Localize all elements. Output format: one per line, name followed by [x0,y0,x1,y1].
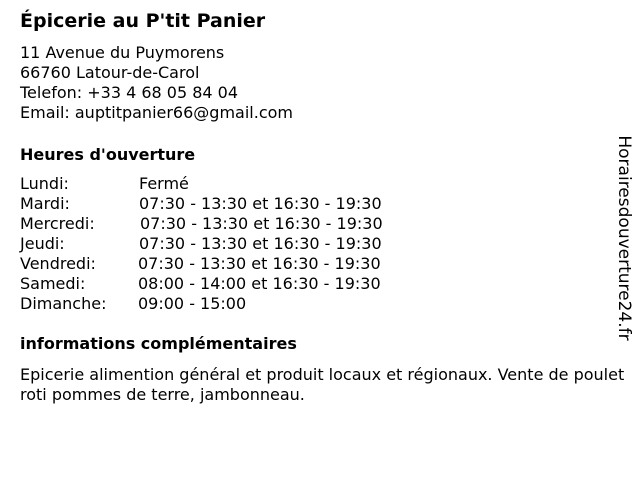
address-street: 11 Avenue du Puymorens [20,43,225,62]
day-hours: 07:30 - 13:30 et 16:30 - 19:30 [140,214,383,233]
hours-heading: Heures d'ouverture [20,145,196,164]
day-hours: 07:30 - 13:30 et 16:30 - 19:30 [139,234,382,253]
site-watermark: Horairesdouverture24.fr [614,135,634,341]
store-contact [20,43,293,123]
day-hours: 08:00 - 14:00 et 16:30 - 19:30 [138,274,381,293]
day-label: Lundi: [20,174,69,193]
day-hours: Fermé [139,174,189,193]
store-name: Épicerie au P'tit Panier [20,10,266,32]
day-hours: 07:30 - 13:30 et 16:30 - 19:30 [138,254,381,273]
day-label: Vendredi: [20,254,96,273]
day-label: Mercredi: [20,214,95,233]
day-label: Mardi: [20,194,70,213]
day-hours: 07:30 - 13:30 et 16:30 - 19:30 [139,194,382,213]
day-label: Dimanche: [20,294,107,313]
address-city: 66760 Latour-de-Carol [20,63,200,82]
phone-number: Telefon: +33 4 68 05 84 04 [20,83,239,102]
email-address: Email: auptitpanier66@gmail.com [20,103,293,122]
day-label: Samedi: [20,274,86,293]
day-label: Jeudi: [20,234,65,253]
day-hours: 09:00 - 15:00 [138,294,247,313]
info-heading: informations complémentaires [20,334,297,353]
info-text: Epicerie alimention général et produit locaux et régionaux. Vente de poulet roti pommes de terre, jambonneau. [20,365,625,404]
